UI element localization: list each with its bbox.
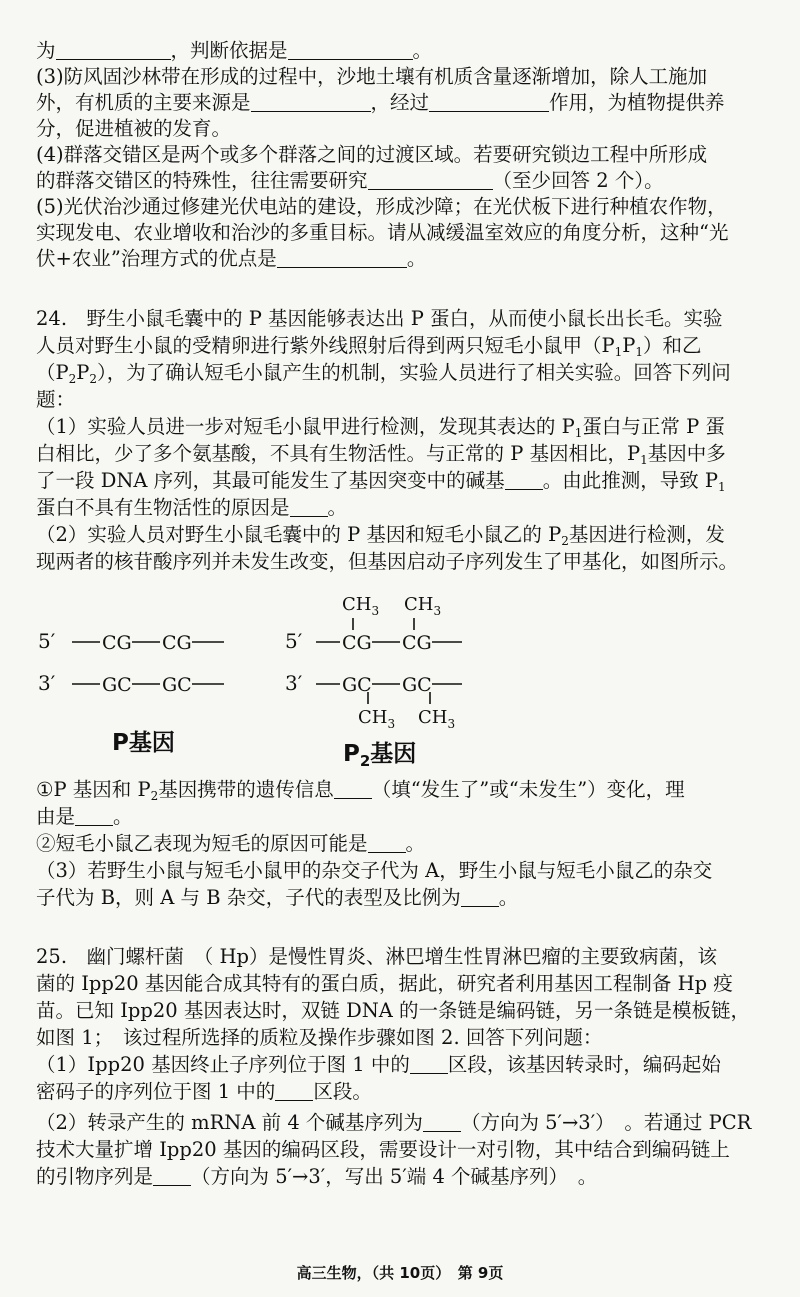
base-pair-gc: GC (342, 674, 372, 696)
p2-gene-3prime-label: 3′ (285, 671, 303, 695)
answer-blank[interactable] (461, 888, 499, 907)
q24-line-9: （2）实验人员对野生小鼠毛囊中的 P 基因和短毛小鼠乙的 $P_2$基因进行检测，发 (36, 523, 725, 548)
answer-blank[interactable] (56, 41, 171, 60)
q23-line-6: 的群落交错区的特殊性，往往需要研究 （至少回答 2 个）。 (36, 169, 664, 192)
q24-line-7: 了一段 DNA 序列，其最可能发生了基因突变中的碱基 。由此推测，导致 $P_1$ (36, 469, 726, 494)
methyl-group-bottom-2: $CH_3$ (418, 707, 456, 731)
methylation-diagram (0, 580, 800, 770)
q25-line-7: （2）转录产生的 mRNA 前 4 个碱基序列为 （方向为 5′→3′） 。若通过 PCR (36, 1111, 752, 1134)
q23-line-7: (5)光伏治沙通过修建光伏电站的建设，形成沙障；在光伏板下进行种植农作物， (36, 195, 727, 218)
q25-line-1: 25. 幽门螺杆菌 （ Hp）是慢性胃炎、淋巴增生性胃淋巴瘤的主要致病菌，该 (36, 945, 717, 968)
q25-line-8: 技术大量扩增 Ipp20 基因的编码区段，需要设计一对引物，其中结合到编码链上 (36, 1138, 730, 1161)
q23-line-4: 分，促进植被的发育。 (36, 117, 232, 140)
q25-line-5: （1）Ipp20 基因终止子序列位于图 1 中的 区段，该基因转录时，编码起始 (36, 1053, 721, 1076)
p-gene-5prime-label: 5′ (38, 629, 56, 653)
answer-blank[interactable] (277, 249, 407, 268)
q24-line-6: 白相比，少了多个氨基酸，不具有生物活性。与正常的 P 基因相比，$P_1$基因中多 (36, 442, 726, 467)
q24-line-12: 由是 。 (36, 805, 133, 828)
answer-blank[interactable] (423, 1113, 461, 1132)
q25-line-4: 如图 1； 该过程所选择的质粒及操作步骤如图 2. 回答下列问题： (36, 1026, 603, 1049)
answer-blank[interactable] (368, 834, 406, 853)
q24-line-11: ①P 基因和 $P_2$基因携带的遗传信息 （填“发生了”或“未发生”）变化，理 (36, 778, 685, 803)
p-gene-caption: P基因 (112, 730, 175, 756)
p2-gene-caption: $P_2$基因 (343, 741, 417, 770)
q23-line-1: 为 ，判断依据是 。 (36, 39, 433, 62)
q23-line-2: (3)防风固沙林带在形成的过程中，沙地土壤有机质含量逐渐增加，除人工施加 (36, 65, 708, 88)
base-pair-cg: CG (402, 632, 432, 654)
answer-blank[interactable] (251, 93, 371, 112)
q23-line-9: 伏+农业”治理方式的优点是 。 (36, 247, 427, 270)
q24-line-13: ②短毛小鼠乙表现为短毛的原因可能是 。 (36, 832, 426, 855)
answer-blank[interactable] (368, 171, 493, 190)
base-pair-gc: GC (102, 674, 132, 696)
q23-line-8: 实现发电、农业增收和治沙的多重目标。请从减缓温室效应的角度分析，这种“光 (36, 221, 729, 244)
page-footer: 高三生物，（共 10页） 第 9页 (296, 1264, 504, 1282)
p-gene-3prime-label: 3′ (38, 671, 56, 695)
answer-blank[interactable] (275, 1082, 313, 1101)
answer-blank[interactable] (410, 1055, 448, 1074)
q24-line-8: 蛋白不具有生物活性的原因是 。 (36, 496, 348, 519)
answer-blank[interactable] (290, 498, 328, 517)
q24-line-15: 子代为 B，则 A 与 B 杂交，子代的表型及比例为 。 (36, 886, 519, 909)
q24-line-3: $(P_2P_2)$，为了确认短毛小鼠产生的机制，实验人员进行了相关实验。回答下列问 (36, 361, 731, 386)
q24-line-2: 人员对野生小鼠的受精卵进行紫外线照射后得到两只短毛小鼠甲$(P_1P_1)$和乙 (36, 334, 702, 359)
methyl-group-top-2: $CH_3$ (404, 594, 442, 618)
q23-line-5: (4)群落交错区是两个或多个群落之间的过渡区域。若要研究锁边工程中所形成 (36, 143, 708, 166)
answer-blank[interactable] (334, 780, 372, 799)
q24-line-5: （1）实验人员进一步对短毛小鼠甲进行检测，发现其表达的 $P_1$蛋白与正常 P 蛋 (36, 415, 725, 440)
q23-line-3: 外，有机质的主要来源是 ，经过 作用，为植物提供养 (36, 91, 725, 114)
p2-gene-5prime-label: 5′ (285, 629, 303, 653)
base-pair-gc: GC (162, 674, 192, 696)
q25-line-6: 密码子的序列位于图 1 中的 区段。 (36, 1080, 372, 1103)
answer-blank[interactable] (288, 41, 413, 60)
answer-blank[interactable] (153, 1167, 191, 1186)
base-pair-cg: CG (342, 632, 372, 654)
base-pair-gc: GC (402, 674, 432, 696)
q25-line-2: 菌的 Ipp20 基因能合成其特有的蛋白质，据此，研究者利用基因工程制备 Hp 疫 (36, 972, 733, 995)
answer-blank[interactable] (75, 807, 113, 826)
answer-blank[interactable] (505, 471, 543, 490)
base-pair-cg: CG (162, 632, 192, 654)
methyl-group-bottom-1: $CH_3$ (358, 707, 396, 731)
methyl-group-top-1: $CH_3$ (342, 594, 380, 618)
q25-line-9: 的引物序列是 （方向为 5′→3′，写出 5′端 4 个碱基序列） 。 (36, 1165, 598, 1188)
answer-blank[interactable] (429, 93, 549, 112)
q25-line-3: 苗。已知 Ipp20 基因表达时，双链 DNA 的一条链是编码链，另一条链是模板链， (36, 999, 751, 1022)
q24-line-10: 现两者的核苷酸序列并未发生改变，但基因启动子序列发生了甲基化，如图所示。 (36, 550, 739, 573)
base-pair-cg: CG (102, 632, 132, 654)
q24-line-14: （3）若野生小鼠与短毛小鼠甲的杂交子代为 A，野生小鼠与短毛小鼠乙的杂交 (36, 859, 713, 882)
q24-line-4: 题： (36, 388, 76, 411)
q24-line-1: 24. 野生小鼠毛囊中的 P 基因能够表达出 P 蛋白，从而使小鼠长出长毛。实验 (36, 307, 723, 330)
